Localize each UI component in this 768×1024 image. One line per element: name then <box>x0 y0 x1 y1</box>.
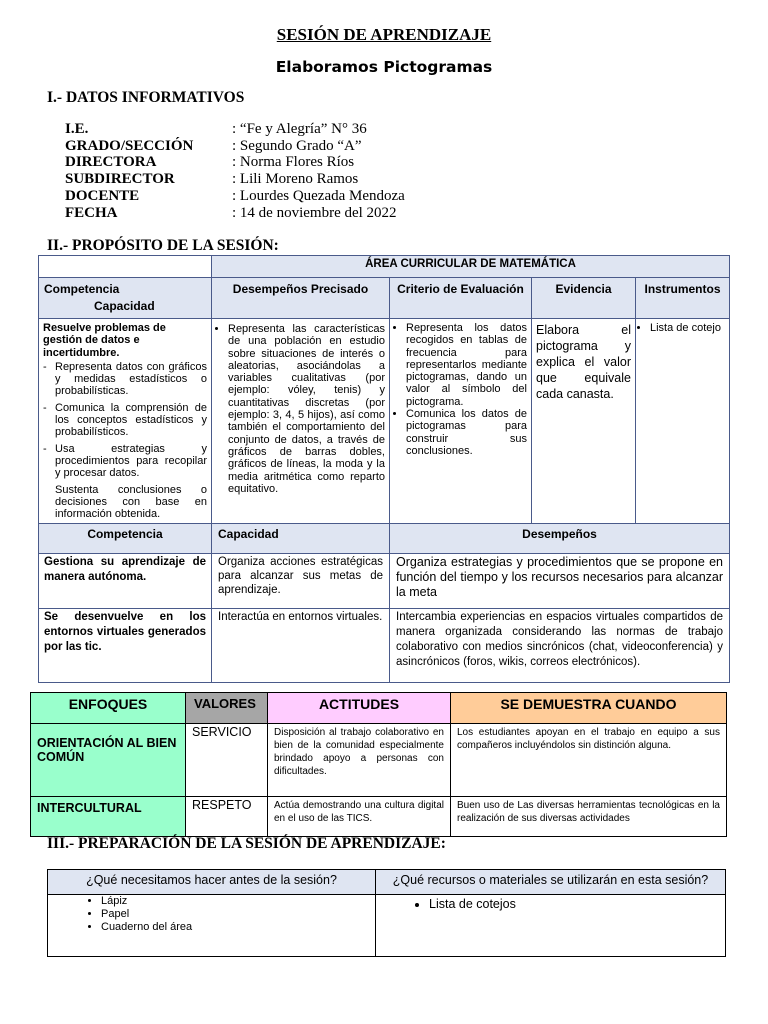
section-3-heading: III.- PREPARACIÓN DE LA SESIÓN DE APRENDIZAJE: <box>47 835 446 852</box>
document-subtitle: Elaboramos Pictogramas <box>275 58 493 76</box>
recursos-list <box>376 897 725 912</box>
table-blank-cell <box>39 256 212 278</box>
info-value: : “Fe y Alegría” N° 36 <box>232 121 367 137</box>
document-title: SESIÓN DE APRENDIZAJE <box>276 25 492 44</box>
section-2-heading: II.- PROPÓSITO DE LA SESIÓN: <box>47 237 279 254</box>
evidencia-header: Evidencia <box>532 278 636 319</box>
enfoques-header: ENFOQUES <box>31 693 186 724</box>
list-item: - Usa estrategias y procedimientos para recopilar y procesar datos. <box>43 443 207 480</box>
info-label: I.E. <box>65 121 89 137</box>
list-item: • Papel <box>101 908 375 921</box>
info-value: : Norma Flores Ríos <box>232 154 355 170</box>
desempeno-tic: Intercambia experiencias en espacios virtuales compartidos de manera organizada considerando las normas de trabajo colaborativo con medios sincrónicos (chat, videoconferencia) y asincrónicos (foros, wikis, correos electrónicos). <box>390 609 730 683</box>
info-value: : Lili Moreno Ramos <box>232 171 359 187</box>
competencia-capacidad-header <box>39 278 212 319</box>
list-item: • Representa los datos recogidos en tablas de frecuencia para representarlos mediante pictogramas, dando un valor al símbolo del pictograma. <box>406 322 527 408</box>
capacidad-header: Capacidad <box>94 299 155 313</box>
valores-header: VALORES <box>186 693 268 724</box>
info-value: : 14 de noviembre del 2022 <box>232 205 397 221</box>
valor-servicio: SERVICIO <box>186 724 268 797</box>
list-item: • Lista de cotejo <box>650 322 725 334</box>
section-1-heading: I.- DATOS INFORMATIVOS <box>47 89 245 106</box>
area-header: ÁREA CURRICULAR DE MATEMÁTICA <box>212 256 730 278</box>
competencia-autonoma: Gestiona su aprendizaje de manera autónoma. <box>39 554 212 609</box>
evidencia-text: Elabora el pictograma y explica el valor que equivale cada canasta. <box>536 323 631 401</box>
competencia-header-2: Competencia <box>39 524 212 554</box>
purpose-table <box>38 255 730 683</box>
desempeno-cell <box>212 319 390 524</box>
list-item: • Lista de cotejos <box>429 897 725 912</box>
capacidad-extra: Sustenta conclusiones o decisiones con base en información obtenida. <box>55 483 207 521</box>
demuestra-servicio: Los estudiantes apoyan en el trabajo en equipo a sus compañeros incluyéndolos sin distinción alguna. <box>451 724 727 797</box>
actitud-respeto: Actúa demostrando una cultura digital en el uso de las TICS. <box>268 797 451 837</box>
evidencia-cell <box>532 319 636 524</box>
list-item: - Comunica la comprensión de los conceptos estadísticos y probabilísticos. <box>43 402 207 439</box>
desempeno-autonoma: Organiza estrategias y procedimientos que se propone en función del tiempo y los recursos necesarios para alcanzar la meta <box>390 554 730 609</box>
antes-header: ¿Qué necesitamos hacer antes de la sesión? <box>48 870 376 895</box>
competencia-header: Competencia <box>44 282 120 296</box>
enfoques-table <box>30 692 727 837</box>
info-label: FECHA <box>65 205 118 221</box>
actitud-servicio: Disposición al trabajo colaborativo en bien de la comunidad especialmente brindado apoyo a personas con dificultades. <box>268 724 451 797</box>
competencia-tic: Se desenvuelve en los entornos virtuales generados por las tic. <box>39 609 212 683</box>
capacidad-header-2: Capacidad <box>212 524 390 554</box>
desempeno-list <box>216 323 385 495</box>
preparation-table <box>47 869 726 957</box>
info-value: : Lourdes Quezada Mendoza <box>232 188 405 204</box>
recursos-header: ¿Qué recursos o materiales se utilizarán en esta sesión? <box>376 870 726 895</box>
enfoque-intercultural: INTERCULTURAL <box>31 797 186 837</box>
competencia-cell <box>39 319 212 524</box>
instrumento-cell <box>636 319 730 524</box>
competencia-main: Resuelve problemas de gestión de datos e incertidumbre. <box>43 322 166 359</box>
info-label: SUBDIRECTOR <box>65 171 175 187</box>
list-item: - Representa datos con gráficos y medidas estadísticos o probabilísticas. <box>43 361 207 398</box>
list-item: • Representa las características de una población en estudio sobre situaciones de interés o aleatorias, asociándolas a variables cualitativas (por ejemplo: vóley, tenis) y cuantitativas discretas (por ejemplo: 3, 4, 5 hijos), así como también el comportamiento del conjunto de datos, a través de gráficos de barras dobles, gráficos de líneas, la moda y la media aritmética como reparto equitativo. <box>228 323 385 495</box>
criterio-list <box>394 322 527 457</box>
instrumento-list <box>640 322 725 334</box>
capacidad-tic: Interactúa en entornos virtuales. <box>212 609 390 683</box>
info-label: DIRECTORA <box>65 154 157 170</box>
info-value: : Segundo Grado “A” <box>232 138 362 154</box>
instrumentos-header: Instrumentos <box>636 278 730 319</box>
antes-cell <box>48 895 376 957</box>
info-label: GRADO/SECCIÓN <box>65 138 194 154</box>
criterio-header: Criterio de Evaluación <box>390 278 532 319</box>
valor-respeto: RESPETO <box>186 797 268 837</box>
antes-list <box>48 895 375 934</box>
list-item: • Cuaderno del área <box>101 921 375 934</box>
list-item: • Comunica los datos de pictogramas para construir sus conclusiones. <box>406 408 527 457</box>
demuestra-respeto: Buen uso de Las diversas herramientas tecnológicas en la realización de sus diversas actividades <box>451 797 727 837</box>
actitudes-header: ACTITUDES <box>268 693 451 724</box>
info-label: DOCENTE <box>65 188 140 204</box>
enfoque-bien-comun: ORIENTACIÓN AL BIEN COMÚN <box>31 724 186 797</box>
desempenos-header: Desempeños Precisado <box>212 278 390 319</box>
desempenos-header-2: Desempeños <box>390 524 730 554</box>
criterio-cell <box>390 319 532 524</box>
list-item: • Lápiz <box>101 895 375 908</box>
capacidades-list <box>43 361 207 480</box>
capacidad-autonoma: Organiza acciones estratégicas para alcanzar sus metas de aprendizaje. <box>212 554 390 609</box>
demuestra-header: SE DEMUESTRA CUANDO <box>451 693 727 724</box>
recursos-cell <box>376 895 726 957</box>
